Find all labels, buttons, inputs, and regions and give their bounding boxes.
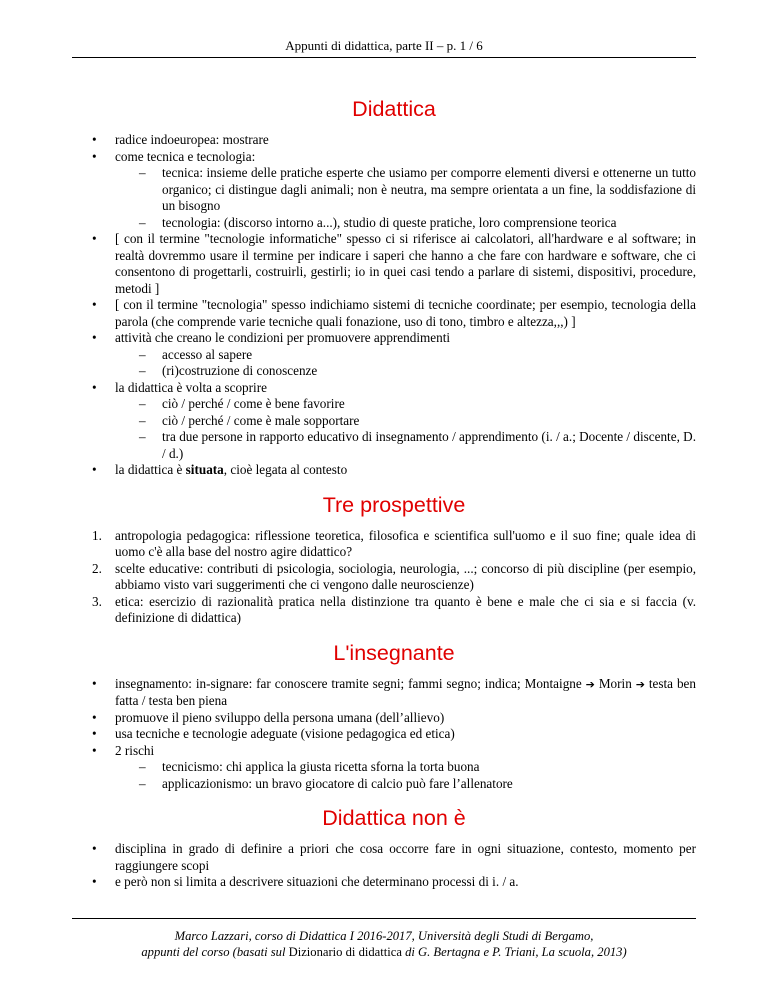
list-item xyxy=(92,132,696,149)
section-title-insegnante: L'insegnante xyxy=(333,640,455,665)
footer-book-title: Dizionario di didattica xyxy=(288,945,402,959)
sub-list-item: – tecnica: insieme delle pratiche esperte che usiamo per comporre elementi diversi e ottenerne un tutto organico; ci distingue dagli animali; non è neutra, ma sempre orientata a un fine, la soddisfazione di un bisogno xyxy=(115,165,696,215)
arrow-right-icon: ➔ xyxy=(635,677,645,691)
header-divider xyxy=(72,57,696,58)
list-item xyxy=(92,743,696,793)
item-text: scelte educative: contributi di psicologia, sociologia, neurologia, ...; concorso di più discipline (per esempio, abbiamo visto vari suggerimenti che ci vengono dalle neuroscienze) xyxy=(115,560,696,592)
list-item xyxy=(92,710,696,727)
emphasis-situata: situata xyxy=(185,462,224,477)
list-item xyxy=(92,330,696,380)
sub-list-item: – ciò / perché / come è male sopportare xyxy=(115,413,696,430)
list-item-text: come tecnica e tecnologia: xyxy=(115,148,256,164)
arrow-right-icon: ➔ xyxy=(585,677,595,691)
sub-list xyxy=(115,165,696,231)
item-text: etica: esercizio di razionalità pratica nella distinzione tra quanto è bene e male che ci sia e si faccia (v. definizione di didattica) xyxy=(115,593,696,625)
list-item-text: radice indoeuropea: mostrare xyxy=(115,132,269,147)
footer-line-2 xyxy=(0,944,768,960)
list-item-text: la didattica è volta a scoprire xyxy=(115,379,267,395)
list-item-text-post: , cioè legata al contesto xyxy=(223,462,348,477)
sub-list-item: – accesso al sapere xyxy=(115,347,696,364)
sub-list-item: – (ri)costruzione di conoscenze xyxy=(115,363,696,380)
insegnante-list xyxy=(92,676,696,793)
item-number: 1. xyxy=(92,527,102,543)
list-item xyxy=(92,297,696,330)
list-item xyxy=(92,841,696,874)
footer-line-1: Marco Lazzari, corso di Didattica I 2016-2017, Università degli Studi di Bergamo, xyxy=(174,929,594,943)
non-e-list xyxy=(92,841,696,891)
list-item-text: Morin xyxy=(594,675,636,691)
list-item-text: [ con il termine "tecnologie informatiche" spesso ci si riferisce ai calcolatori, all'hardware e al software; in realtà dovremmo usare il termine per indicare i saperi che hanno a che fare con hardware e software, che ci consentono di progettarli, costruirli, gestirli; io in quei casi tendo a parlare di sistemi, dispositivi, procedure, metodi ] xyxy=(115,231,696,296)
list-item-text: [ con il termine "tecnologia" spesso indichiamo sistemi di tecniche coordinate; per esempio, tecnologia della parola (che comprende varie tecniche quali fonazione, uso di tono, timbro e altezza,,,) ] xyxy=(115,297,696,329)
footer-divider xyxy=(72,918,696,919)
list-item xyxy=(92,462,696,479)
list-item xyxy=(92,231,696,297)
page-footer xyxy=(0,928,768,960)
item-number: 2. xyxy=(92,560,102,576)
didattica-list xyxy=(92,132,696,479)
list-item-text: disciplina in grado di definire a priori che cosa occorre fare in ogni situazione, contesto, momento per raggiungere scopi xyxy=(115,841,696,873)
sub-list xyxy=(115,347,696,380)
list-item-text: usa tecniche e tecnologie adeguate (visione pedagogica ed etica) xyxy=(115,726,455,741)
list-item xyxy=(92,676,696,710)
list-item-text: insegnamento: in-signare: far conoscere tramite segni; fammi segno; indica; Montaigne xyxy=(115,675,586,691)
sub-list xyxy=(115,396,696,462)
sub-list-item: – ciò / perché / come è bene favorire xyxy=(115,396,696,413)
numbered-item xyxy=(92,528,696,561)
numbered-item xyxy=(92,594,696,627)
sub-list-item: – applicazionismo: un bravo giocatore di calcio può fare l’allenatore xyxy=(115,776,696,793)
footer-text: appunti del corso (basati sul xyxy=(141,945,289,959)
list-item-text-pre: la didattica è xyxy=(115,462,186,477)
footer-text: di G. Bertagna e P. Triani, La scuola, 2013) xyxy=(401,945,627,959)
list-item-text: promuove il pieno sviluppo della persona umana (dell’allievo) xyxy=(115,709,445,725)
list-item xyxy=(92,874,696,891)
list-item xyxy=(92,726,696,743)
list-item-text: testa ben fatta / testa ben piena xyxy=(115,675,696,708)
section-title-didattica: Didattica xyxy=(352,97,436,121)
prospettive-list xyxy=(92,528,696,627)
sub-list-item: – tra due persone in rapporto educativo di insegnamento / apprendimento (i. / a.; Docente / discente, D. / d.) xyxy=(115,429,696,462)
page-content xyxy=(92,96,696,891)
list-item xyxy=(92,149,696,232)
list-item-text: 2 rischi xyxy=(115,742,155,758)
numbered-item xyxy=(92,561,696,594)
item-number: 3. xyxy=(92,593,102,609)
list-item xyxy=(92,380,696,463)
section-title-prospettive: Tre prospettive xyxy=(322,492,466,517)
item-text: antropologia pedagogica: riflessione teoretica, filosofica e scientifica sull'uomo e il suo fine; quale idea di uomo c'è alla base del nostro agire didattico? xyxy=(115,527,696,559)
page-header: Appunti di didattica, parte II – p. 1 / 6 xyxy=(285,38,483,53)
sub-list-item: – tecnologia: (discorso intorno a...), studio di queste pratiche, loro comprensione teorica xyxy=(115,215,696,232)
sub-list xyxy=(115,759,696,792)
list-item-text: e però non si limita a descrivere situazioni che determinano processi di i. / a. xyxy=(115,874,519,889)
section-title-non-e: Didattica non è xyxy=(322,806,466,830)
list-item-text: attività che creano le condizioni per promuovere apprendimenti xyxy=(115,330,451,345)
sub-list-item: – tecnicismo: chi applica la giusta ricetta sforna la torta buona xyxy=(115,759,696,776)
